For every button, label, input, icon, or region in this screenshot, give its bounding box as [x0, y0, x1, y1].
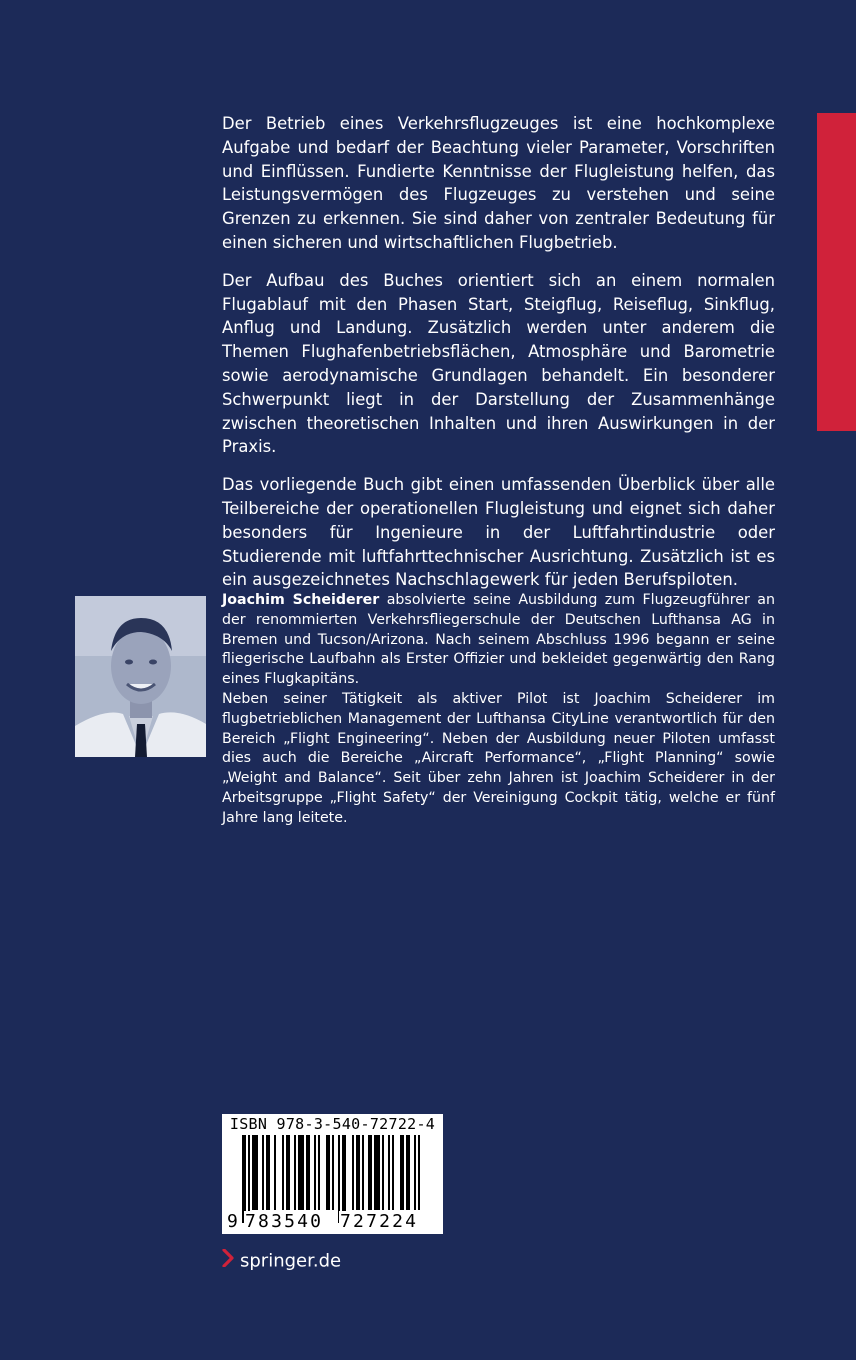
publisher-link[interactable]	[222, 1249, 341, 1274]
publisher-url: springer.de	[240, 1250, 342, 1272]
author-bio	[222, 591, 775, 829]
author-bio-paragraph-2: Neben seiner Tätigkeit als aktiver Pilot ist Joachim Scheiderer im flugbetrieblichen Management der Lufthansa CityLine verantwortlich für den Bereich „Flight Engineering“. Neben der Ausbildung neuer Piloten umfasst dies auch die Bereiche „Aircraft Performance“, „Flight Planning“ sowie „Weight and Balance“. Seit über zehn Jahren ist Joachim Scheiderer in der Arbeitsgruppe „Flight Safety“ der Vereinigung Cockpit tätig, welche er fünf Jahre lang leitete.	[222, 690, 775, 826]
blurb-paragraph-1: Der Betrieb eines Verkehrsflugzeuges ist eine hochkomplexe Aufgabe und bedarf der Beachtung vieler Parameter, Vorschriften und Einflüssen. Fundierte Kenntnisse der Flugleistung helfen, das Leistungsvermögen des Flugzeuges zu verstehen und seine Grenzen zu erkennen. Sie sind daher von zentraler Bedeutung für einen sicheren und wirtschaftlichen Flugbetrieb.	[222, 114, 775, 252]
isbn-barcode	[222, 1114, 443, 1234]
accent-tab	[817, 113, 856, 431]
author-name: Joachim Scheiderer	[222, 592, 380, 608]
author-photo	[75, 596, 206, 757]
blurb-text	[222, 112, 775, 606]
ean-left-group: 783540	[245, 1211, 324, 1232]
author-bio-paragraph-1	[222, 591, 775, 690]
author-bio-text-1: absolvierte seine Ausbildung zum Flugzeugführer an der renommierten Verkehrsfliegerschule der Deutschen Lufthansa AG in Bremen und Tucson/Arizona. Nach seinem Abschluss 1996 begann er seine fliegerische Laufbahn als Erster Offizier und bekleidet gegenwärtig den Rang eines Flugkapitäns.	[222, 592, 775, 688]
chevron-right-icon	[222, 1249, 234, 1274]
isbn-label: ISBN 978-3-540-72722-4	[229, 1115, 436, 1133]
ean-right-group: 727224	[340, 1211, 419, 1232]
blurb-paragraph-2: Der Aufbau des Buches orientiert sich an einem normalen Flugablauf mit den Phasen Start, Steigflug, Reiseflug, Sinkflug, Anflug und Landung. Zusätzlich werden unter anderem die Themen Flughafenbetriebsflächen, Atmosphäre und Barometrie sowie aerodynamische Grundlagen behandelt. Ein besonderer Schwerpunkt liegt in der Darstellung der Zusammenhänge zwischen theoretischen Inhalten und ihren Auswirkungen in der Praxis.	[222, 270, 775, 457]
blurb-paragraph-3: Das vorliegende Buch gibt einen umfassenden Überblick über alle Teilbereiche der operationellen Flugleistung und eignet sich daher besonders für Ingenieure in der Luftfahrtindustrie oder Studierende mit luftfahrttechnischer Ausrichtung. Zusätzlich ist es ein ausgezeichnetes Nachschlagewerk für jeden Berufspiloten.	[222, 475, 775, 590]
ean-first-digit: 9	[227, 1211, 238, 1232]
